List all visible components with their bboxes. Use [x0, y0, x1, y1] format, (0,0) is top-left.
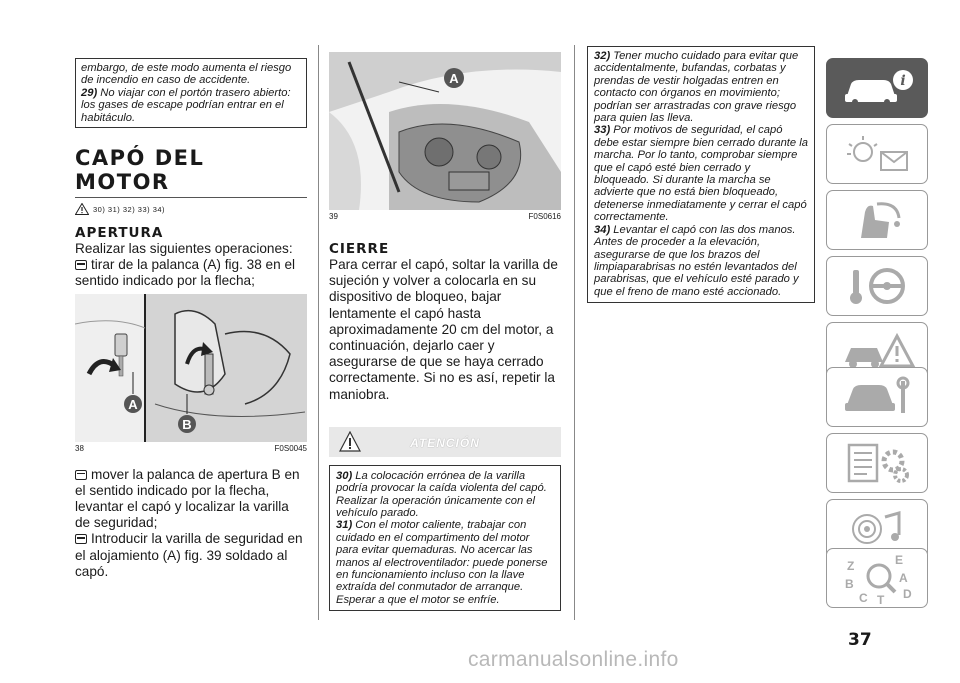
tab-starting-driving[interactable] [826, 256, 928, 316]
watermark-text: carmanualsonline.info [468, 648, 679, 671]
closing-text: Para cerrar el capó, soltar la varilla de sujeción y volver a colocarla en su dispositivo de bloqueo, bajar lentamente el capó hasta aproximadamente 20 cm del motor, a continuación, dejarlo caer y asegurarse de que se haya cerrado correctamente. Si no es así, repetir la maniobra. [329, 257, 558, 402]
label-a: A [128, 396, 138, 412]
warning-refs: 30) 31) 32) 33) 34) [75, 203, 307, 215]
car-info-icon [837, 68, 917, 108]
index-letter: A [899, 571, 908, 585]
subtitle-apertura: APERTURA [75, 225, 164, 242]
note-33: 33) Por motivos de seguridad, el capó debe estar siempre bien cerrado durante la marcha. Por lo tanto, comprobar siempre que el capó esté bien cerrado y bloqueado. Si durante la marcha se advierte que no está bien bloqueado, detenerse inmediatamente y cerrar el capó correctamente. [594, 124, 808, 224]
warning-title: ATENCIÓN [410, 435, 480, 450]
note-box [587, 46, 815, 303]
warning-content [329, 465, 561, 611]
dashboard-warning-icon [837, 132, 917, 176]
tab-safety[interactable] [826, 190, 928, 250]
figure-code: F0S0045 [274, 443, 307, 453]
bullet-icon [75, 534, 87, 544]
figure-number: 39 [329, 212, 338, 221]
column-middle [329, 0, 561, 611]
index-letter: E [895, 553, 904, 567]
note-29: 29) No viajar con el portón trasero abierto: los gases de escape podrían entrar en el habitáculo. [81, 86, 291, 124]
index-letter: Z [847, 559, 855, 573]
tab-maintenance[interactable] [826, 367, 928, 427]
tab-technical-data[interactable] [826, 433, 928, 493]
figure-code: F0S0616 [528, 212, 561, 221]
column-right [587, 0, 815, 303]
multimedia-icon [837, 507, 917, 551]
intro-text: Realizar las siguientes operaciones: [75, 241, 293, 257]
warning-header [329, 427, 561, 457]
tab-dashboard[interactable] [826, 124, 928, 184]
warning-box [329, 427, 561, 611]
note-continuation: embargo, de este modo aumenta el riesgo de incendio en caso de accidente. [81, 62, 292, 87]
figure-caption [329, 212, 561, 221]
warning-31: 31) Con el motor caliente, trabajar con cuidado en el compartimento del motor para evitar quemaduras. No acercar las manos al electroventilador: puede ponerse en funcionamiento incluso con la llave extraída del conmutador de arranque. Esperar a que el motor se enfríe. [336, 519, 548, 606]
step-1: tirar de la palanca (A) fig. 38 en el sentido indicado por la flecha; [75, 257, 296, 289]
tab-car-info[interactable] [826, 58, 928, 118]
index-letter: B [845, 577, 854, 591]
hood-release-illustration [75, 294, 307, 442]
note-box [75, 58, 307, 128]
warning-triangle-icon [75, 203, 89, 215]
column-divider [574, 45, 575, 620]
step-3: Introducir la varilla de seguridad en el alojamiento (A) fig. 39 soldado al capó. [75, 531, 303, 579]
warning-30: 30) La colocación errónea de la varilla podría provocar la caída violenta del capó. Realizar la operación únicamente con el vehículo parado. [336, 469, 547, 520]
bullet-icon [75, 470, 87, 480]
figure-39 [329, 52, 561, 221]
steering-wheel-key-icon [837, 264, 917, 308]
title-rule [75, 197, 307, 198]
car-maintenance-icon [837, 375, 917, 419]
index-letter: D [903, 587, 912, 601]
index-letter: C [859, 591, 868, 605]
tab-alphabetical-index[interactable] [826, 548, 928, 608]
page-number: 37 [848, 630, 872, 650]
subtitle-cierre: CIERRE [329, 241, 390, 257]
note-32: 32) Tener mucho cuidado para evitar que accidentalmente, bufandas, corbatas y prendas de vestir holgadas entren en contacto con órganos en movimiento; podrían ser arrastradas con grave riesgo para quien las lleva. [594, 50, 799, 125]
label-b: B [182, 416, 192, 432]
bullet-icon [75, 260, 87, 270]
label-a: A [449, 71, 459, 86]
alphabetical-index-icon [837, 550, 917, 606]
figure-38 [75, 294, 307, 453]
svg-text:i: i [900, 73, 906, 89]
figure-caption [75, 444, 307, 453]
figure-number: 38 [75, 443, 84, 453]
note-34: 34) Levantar el capó con las dos manos. Antes de proceder a la elevación, asegurarse de que los brazos del limpiaparabrisas no estén levantados del parabrisas, que el vehículo esté parado y que el freno de mano esté accionado. [594, 223, 799, 298]
technical-data-icon [837, 441, 917, 485]
column-left [75, 0, 307, 580]
column-divider [318, 45, 319, 620]
section-title: CAPÓ DEL MOTOR [75, 146, 205, 195]
index-letter: T [877, 593, 885, 606]
step-2: mover la palanca de apertura B en el sentido indicado por la flecha, levantar el capó y localizar la varilla de seguridad; [75, 466, 300, 531]
airbag-seat-icon [837, 198, 917, 242]
engine-bay-illustration [329, 52, 561, 210]
